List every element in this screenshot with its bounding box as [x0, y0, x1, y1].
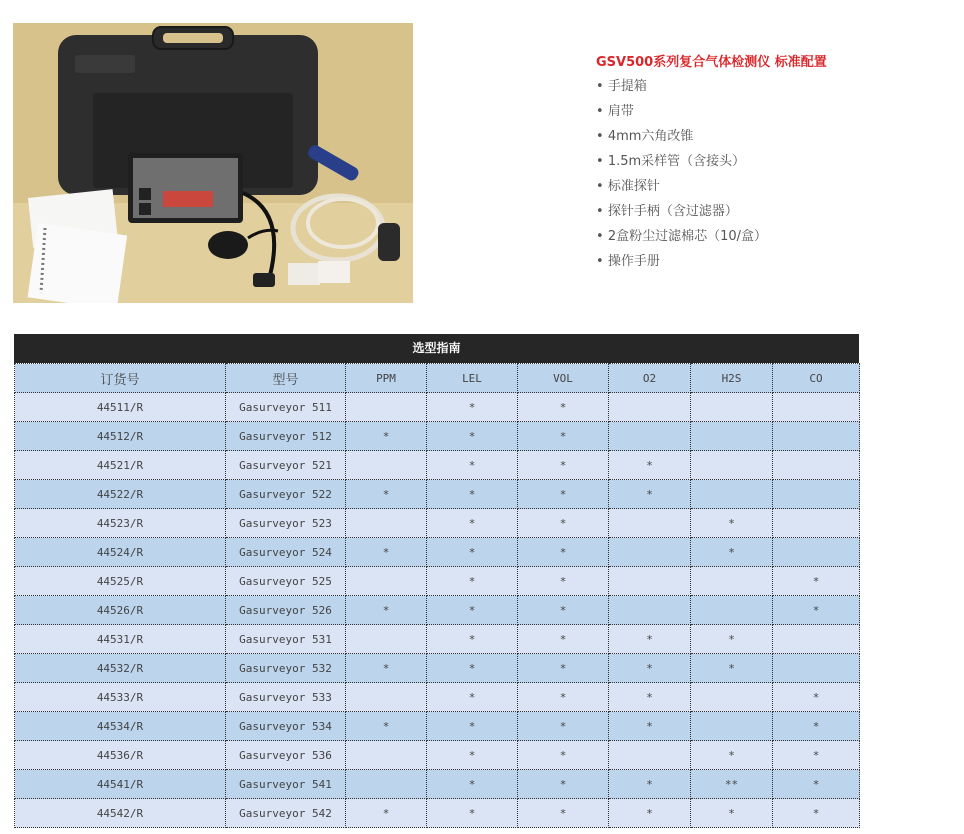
- header-lel: LEL: [427, 364, 518, 393]
- cell-ppm: *: [346, 480, 427, 509]
- cell-ppm: [346, 770, 427, 799]
- cell-h2s: *: [691, 538, 773, 567]
- cell-h2s: [691, 422, 773, 451]
- header-model: 型号: [226, 364, 346, 393]
- cell-co: [773, 480, 860, 509]
- cell-co: [773, 625, 860, 654]
- cell-vol: *: [518, 770, 609, 799]
- cell-order-number: 44542/R: [15, 799, 226, 828]
- selection-guide-table: [14, 363, 860, 828]
- cell-lel: *: [427, 509, 518, 538]
- cell-vol: *: [518, 451, 609, 480]
- cell-lel: *: [427, 596, 518, 625]
- cell-model: Gasurveyor 542: [226, 799, 346, 828]
- cell-co: [773, 509, 860, 538]
- header-h2s: H2S: [691, 364, 773, 393]
- cell-ppm: [346, 683, 427, 712]
- cell-ppm: [346, 625, 427, 654]
- cell-co: *: [773, 712, 860, 741]
- cell-order-number: 44522/R: [15, 480, 226, 509]
- header-ppm: PPM: [346, 364, 427, 393]
- cell-ppm: [346, 741, 427, 770]
- cell-vol: *: [518, 422, 609, 451]
- cell-model: Gasurveyor 522: [226, 480, 346, 509]
- cell-lel: *: [427, 422, 518, 451]
- cell-vol: *: [518, 799, 609, 828]
- cell-vol: *: [518, 567, 609, 596]
- gas-detector-kit-illustration: [13, 23, 413, 303]
- cell-lel: *: [427, 538, 518, 567]
- cell-ppm: [346, 393, 427, 422]
- cell-o2: [609, 509, 691, 538]
- cell-ppm: *: [346, 799, 427, 828]
- cell-model: Gasurveyor 533: [226, 683, 346, 712]
- cell-order-number: 44533/R: [15, 683, 226, 712]
- table-row: [15, 683, 860, 712]
- cell-o2: *: [609, 712, 691, 741]
- table-row: [15, 625, 860, 654]
- table-row: [15, 741, 860, 770]
- config-item: • 标准探针: [596, 174, 936, 199]
- cell-vol: *: [518, 393, 609, 422]
- cell-co: *: [773, 741, 860, 770]
- cell-o2: [609, 422, 691, 451]
- cell-model: Gasurveyor 521: [226, 451, 346, 480]
- table-body: [15, 393, 860, 828]
- table-row: [15, 567, 860, 596]
- cell-h2s: *: [691, 625, 773, 654]
- config-item: • 1.5m采样管（含接头）: [596, 149, 936, 174]
- config-item: • 探针手柄（含过滤器）: [596, 199, 936, 224]
- cell-o2: [609, 741, 691, 770]
- cell-vol: *: [518, 480, 609, 509]
- cell-o2: *: [609, 625, 691, 654]
- selection-guide-title: 选型指南: [14, 334, 859, 363]
- cell-h2s: [691, 393, 773, 422]
- cell-co: [773, 451, 860, 480]
- cell-o2: *: [609, 654, 691, 683]
- cell-h2s: *: [691, 741, 773, 770]
- header-order-number: 订货号: [15, 364, 226, 393]
- cell-model: Gasurveyor 532: [226, 654, 346, 683]
- table-row: [15, 712, 860, 741]
- table-row: [15, 422, 860, 451]
- cell-model: Gasurveyor 531: [226, 625, 346, 654]
- cell-lel: *: [427, 770, 518, 799]
- table-row: [15, 509, 860, 538]
- config-item: • 操作手册: [596, 249, 936, 274]
- cell-model: Gasurveyor 526: [226, 596, 346, 625]
- cell-lel: *: [427, 451, 518, 480]
- cell-h2s: [691, 480, 773, 509]
- cell-model: Gasurveyor 523: [226, 509, 346, 538]
- cell-lel: *: [427, 393, 518, 422]
- cell-order-number: 44521/R: [15, 451, 226, 480]
- cell-h2s: **: [691, 770, 773, 799]
- cell-ppm: [346, 451, 427, 480]
- cell-h2s: [691, 596, 773, 625]
- cell-order-number: 44524/R: [15, 538, 226, 567]
- cell-co: [773, 654, 860, 683]
- cell-lel: *: [427, 625, 518, 654]
- cell-lel: *: [427, 480, 518, 509]
- selection-guide: [14, 334, 859, 828]
- cell-ppm: [346, 509, 427, 538]
- table-row: [15, 451, 860, 480]
- cell-vol: *: [518, 712, 609, 741]
- cell-o2: *: [609, 451, 691, 480]
- cell-h2s: *: [691, 509, 773, 538]
- cell-order-number: 44541/R: [15, 770, 226, 799]
- cell-order-number: 44534/R: [15, 712, 226, 741]
- cell-h2s: [691, 683, 773, 712]
- cell-co: *: [773, 799, 860, 828]
- cell-lel: *: [427, 654, 518, 683]
- cell-h2s: *: [691, 799, 773, 828]
- cell-lel: *: [427, 799, 518, 828]
- cell-co: *: [773, 683, 860, 712]
- cell-o2: *: [609, 480, 691, 509]
- cell-co: [773, 422, 860, 451]
- header-vol: VOL: [518, 364, 609, 393]
- cell-vol: *: [518, 538, 609, 567]
- config-item: • 2盒粉尘过滤棉芯（10/盒）: [596, 224, 936, 249]
- cell-o2: *: [609, 683, 691, 712]
- cell-order-number: 44525/R: [15, 567, 226, 596]
- standard-configuration: [596, 52, 936, 274]
- cell-ppm: *: [346, 538, 427, 567]
- cell-o2: *: [609, 799, 691, 828]
- table-header-row: [15, 364, 860, 393]
- header-co: CO: [773, 364, 860, 393]
- cell-lel: *: [427, 741, 518, 770]
- cell-ppm: [346, 567, 427, 596]
- cell-order-number: 44536/R: [15, 741, 226, 770]
- cell-lel: *: [427, 567, 518, 596]
- table-row: [15, 393, 860, 422]
- cell-h2s: [691, 451, 773, 480]
- cell-h2s: *: [691, 654, 773, 683]
- cell-order-number: 44532/R: [15, 654, 226, 683]
- cell-vol: *: [518, 596, 609, 625]
- cell-order-number: 44511/R: [15, 393, 226, 422]
- cell-vol: *: [518, 683, 609, 712]
- cell-ppm: *: [346, 596, 427, 625]
- cell-model: Gasurveyor 541: [226, 770, 346, 799]
- table-row: [15, 538, 860, 567]
- cell-vol: *: [518, 509, 609, 538]
- cell-vol: *: [518, 741, 609, 770]
- cell-o2: [609, 538, 691, 567]
- table-row: [15, 799, 860, 828]
- config-item: • 肩带: [596, 99, 936, 124]
- cell-co: *: [773, 596, 860, 625]
- cell-lel: *: [427, 712, 518, 741]
- cell-co: *: [773, 567, 860, 596]
- cell-model: Gasurveyor 534: [226, 712, 346, 741]
- cell-order-number: 44512/R: [15, 422, 226, 451]
- configuration-title: GSV500系列复合气体检测仪 标准配置: [596, 55, 827, 70]
- cell-ppm: *: [346, 422, 427, 451]
- cell-order-number: 44523/R: [15, 509, 226, 538]
- cell-o2: [609, 567, 691, 596]
- cell-vol: *: [518, 654, 609, 683]
- table-row: [15, 596, 860, 625]
- cell-h2s: [691, 712, 773, 741]
- cell-model: Gasurveyor 524: [226, 538, 346, 567]
- cell-ppm: *: [346, 712, 427, 741]
- cell-ppm: *: [346, 654, 427, 683]
- cell-co: *: [773, 770, 860, 799]
- cell-co: [773, 393, 860, 422]
- cell-o2: [609, 596, 691, 625]
- table-row: [15, 654, 860, 683]
- cell-vol: *: [518, 625, 609, 654]
- cell-lel: *: [427, 683, 518, 712]
- cell-h2s: [691, 567, 773, 596]
- cell-model: Gasurveyor 525: [226, 567, 346, 596]
- cell-o2: [609, 393, 691, 422]
- config-item: • 4mm六角改锥: [596, 124, 936, 149]
- cell-o2: *: [609, 770, 691, 799]
- cell-order-number: 44531/R: [15, 625, 226, 654]
- product-photo: [13, 23, 413, 303]
- configuration-list: [596, 74, 936, 274]
- cell-order-number: 44526/R: [15, 596, 226, 625]
- cell-model: Gasurveyor 536: [226, 741, 346, 770]
- cell-co: [773, 538, 860, 567]
- config-item: • 手提箱: [596, 74, 936, 99]
- table-row: [15, 770, 860, 799]
- cell-model: Gasurveyor 512: [226, 422, 346, 451]
- header-o2: O2: [609, 364, 691, 393]
- table-row: [15, 480, 860, 509]
- cell-model: Gasurveyor 511: [226, 393, 346, 422]
